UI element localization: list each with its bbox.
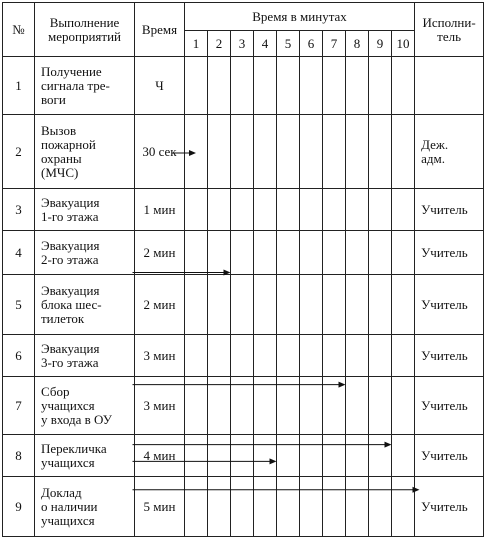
minute-cell xyxy=(392,115,415,189)
table-row xyxy=(3,231,484,275)
minute-cell xyxy=(323,115,346,189)
minute-number-8: 8 xyxy=(346,31,369,57)
table-row xyxy=(3,57,484,115)
row-time: 3 мин xyxy=(135,335,185,377)
minute-cell xyxy=(277,115,300,189)
minute-cell xyxy=(277,335,300,377)
minute-cell xyxy=(369,189,392,231)
minute-cell xyxy=(254,275,277,335)
row-number: 9 xyxy=(3,477,35,537)
minute-cell xyxy=(185,435,208,477)
minute-cell xyxy=(300,377,323,435)
header-time: Время xyxy=(135,3,185,57)
minute-cell xyxy=(300,275,323,335)
minute-cell xyxy=(208,231,231,275)
table-row xyxy=(3,115,484,189)
row-executor: Учитель xyxy=(415,335,484,377)
minute-number-3: 3 xyxy=(231,31,254,57)
minute-cell xyxy=(392,275,415,335)
minute-cell xyxy=(369,57,392,115)
minute-cell xyxy=(346,115,369,189)
minute-cell xyxy=(231,377,254,435)
row-number: 6 xyxy=(3,335,35,377)
minute-cell xyxy=(392,335,415,377)
schedule-body xyxy=(3,57,484,537)
minute-cell xyxy=(346,57,369,115)
minute-cell xyxy=(231,275,254,335)
minute-cell xyxy=(208,335,231,377)
minute-cell xyxy=(277,231,300,275)
row-executor: Учитель xyxy=(415,377,484,435)
minute-cell xyxy=(277,435,300,477)
header-executor: Исполни- тель xyxy=(415,3,484,57)
row-executor xyxy=(415,57,484,115)
minute-cell xyxy=(231,189,254,231)
minute-cell xyxy=(346,335,369,377)
minute-cell xyxy=(346,189,369,231)
row-executor: Учитель xyxy=(415,189,484,231)
header-activity: Выполнение мероприятий xyxy=(35,3,135,57)
row-time: 30 сек xyxy=(135,115,185,189)
minute-cell xyxy=(208,477,231,537)
minute-cell xyxy=(208,377,231,435)
row-executor: Учитель xyxy=(415,435,484,477)
row-number: 7 xyxy=(3,377,35,435)
row-activity: Сбор учащихся у входа в ОУ xyxy=(35,377,135,435)
row-activity: Получение сигнала тре- воги xyxy=(35,57,135,115)
header-number: № xyxy=(3,3,35,57)
minute-number-6: 6 xyxy=(300,31,323,57)
minute-number-2: 2 xyxy=(208,31,231,57)
table-row xyxy=(3,275,484,335)
header-minutes: Время в минутах xyxy=(185,3,415,31)
table-row xyxy=(3,435,484,477)
minute-cell xyxy=(254,335,277,377)
minute-cell xyxy=(185,231,208,275)
minute-cell xyxy=(323,57,346,115)
minute-number-5: 5 xyxy=(277,31,300,57)
minute-cell xyxy=(369,377,392,435)
minute-cell xyxy=(392,435,415,477)
minute-cell xyxy=(323,275,346,335)
minute-cell xyxy=(369,477,392,537)
minute-cell xyxy=(208,57,231,115)
minute-cell xyxy=(392,57,415,115)
minute-cell xyxy=(392,231,415,275)
row-executor: Учитель xyxy=(415,477,484,537)
minute-cell xyxy=(185,115,208,189)
minute-cell xyxy=(185,57,208,115)
evacuation-schedule-table xyxy=(2,2,484,537)
table-row xyxy=(3,377,484,435)
row-executor: Учитель xyxy=(415,231,484,275)
minute-cell xyxy=(300,189,323,231)
minute-cell xyxy=(277,275,300,335)
minute-cell xyxy=(231,231,254,275)
minute-cell xyxy=(346,275,369,335)
minute-cell xyxy=(346,435,369,477)
minute-cell xyxy=(323,435,346,477)
minute-cell xyxy=(323,189,346,231)
row-activity: Эвакуация 2-го этажа xyxy=(35,231,135,275)
minute-cell xyxy=(231,115,254,189)
minute-cell xyxy=(392,377,415,435)
row-time: 1 мин xyxy=(135,189,185,231)
minute-cell xyxy=(323,477,346,537)
minute-cell xyxy=(185,189,208,231)
minute-cell xyxy=(254,231,277,275)
minute-cell xyxy=(208,189,231,231)
row-number: 4 xyxy=(3,231,35,275)
minute-cell xyxy=(369,335,392,377)
minute-number-10: 10 xyxy=(392,31,415,57)
row-time: 4 мин xyxy=(135,435,185,477)
minute-cell xyxy=(369,275,392,335)
minute-number-9: 9 xyxy=(369,31,392,57)
minute-cell xyxy=(277,377,300,435)
minute-cell xyxy=(300,477,323,537)
minute-number-7: 7 xyxy=(323,31,346,57)
row-executor: Учитель xyxy=(415,275,484,335)
minute-cell xyxy=(231,57,254,115)
row-time: 5 мин xyxy=(135,477,185,537)
row-number: 8 xyxy=(3,435,35,477)
row-activity: Доклад о наличии учащихся xyxy=(35,477,135,537)
minute-cell xyxy=(185,275,208,335)
minute-cell xyxy=(323,377,346,435)
minute-cell xyxy=(185,335,208,377)
minute-cell xyxy=(323,335,346,377)
row-executor: Деж. адм. xyxy=(415,115,484,189)
minute-cell xyxy=(254,189,277,231)
table-row xyxy=(3,477,484,537)
minute-cell xyxy=(254,57,277,115)
minute-cell xyxy=(300,231,323,275)
minute-cell xyxy=(323,231,346,275)
minute-cell xyxy=(392,189,415,231)
minute-cell xyxy=(300,115,323,189)
minute-cell xyxy=(346,477,369,537)
minute-cell xyxy=(369,435,392,477)
row-time: 2 мин xyxy=(135,275,185,335)
minute-cell xyxy=(254,115,277,189)
minute-cell xyxy=(277,189,300,231)
minute-cell xyxy=(208,435,231,477)
minute-cell xyxy=(208,115,231,189)
minute-cell xyxy=(185,477,208,537)
row-number: 1 xyxy=(3,57,35,115)
row-number: 3 xyxy=(3,189,35,231)
table-row xyxy=(3,189,484,231)
row-number: 2 xyxy=(3,115,35,189)
row-activity: Эвакуация 1-го этажа xyxy=(35,189,135,231)
minute-cell xyxy=(208,275,231,335)
minute-cell xyxy=(300,57,323,115)
table-row xyxy=(3,335,484,377)
row-time: 2 мин xyxy=(135,231,185,275)
row-activity: Эвакуация блока шес- тилеток xyxy=(35,275,135,335)
minute-cell xyxy=(346,377,369,435)
row-activity: Эвакуация 3-го этажа xyxy=(35,335,135,377)
minute-cell xyxy=(254,435,277,477)
minute-number-4: 4 xyxy=(254,31,277,57)
minute-cell xyxy=(254,477,277,537)
row-activity: Вызов пожарной охраны (МЧС) xyxy=(35,115,135,189)
minute-cell xyxy=(392,477,415,537)
minute-cell xyxy=(254,377,277,435)
minute-number-1: 1 xyxy=(185,31,208,57)
row-activity: Перекличка учащихся xyxy=(35,435,135,477)
minute-cell xyxy=(346,231,369,275)
minute-cell xyxy=(231,477,254,537)
minute-cell xyxy=(369,115,392,189)
minute-cell xyxy=(277,477,300,537)
minute-cell xyxy=(231,335,254,377)
minute-cell xyxy=(231,435,254,477)
row-number: 5 xyxy=(3,275,35,335)
row-time: Ч xyxy=(135,57,185,115)
minute-cell xyxy=(369,231,392,275)
row-time: 3 мин xyxy=(135,377,185,435)
minute-cell xyxy=(300,335,323,377)
minute-cell xyxy=(300,435,323,477)
minute-cell xyxy=(185,377,208,435)
minute-cell xyxy=(277,57,300,115)
